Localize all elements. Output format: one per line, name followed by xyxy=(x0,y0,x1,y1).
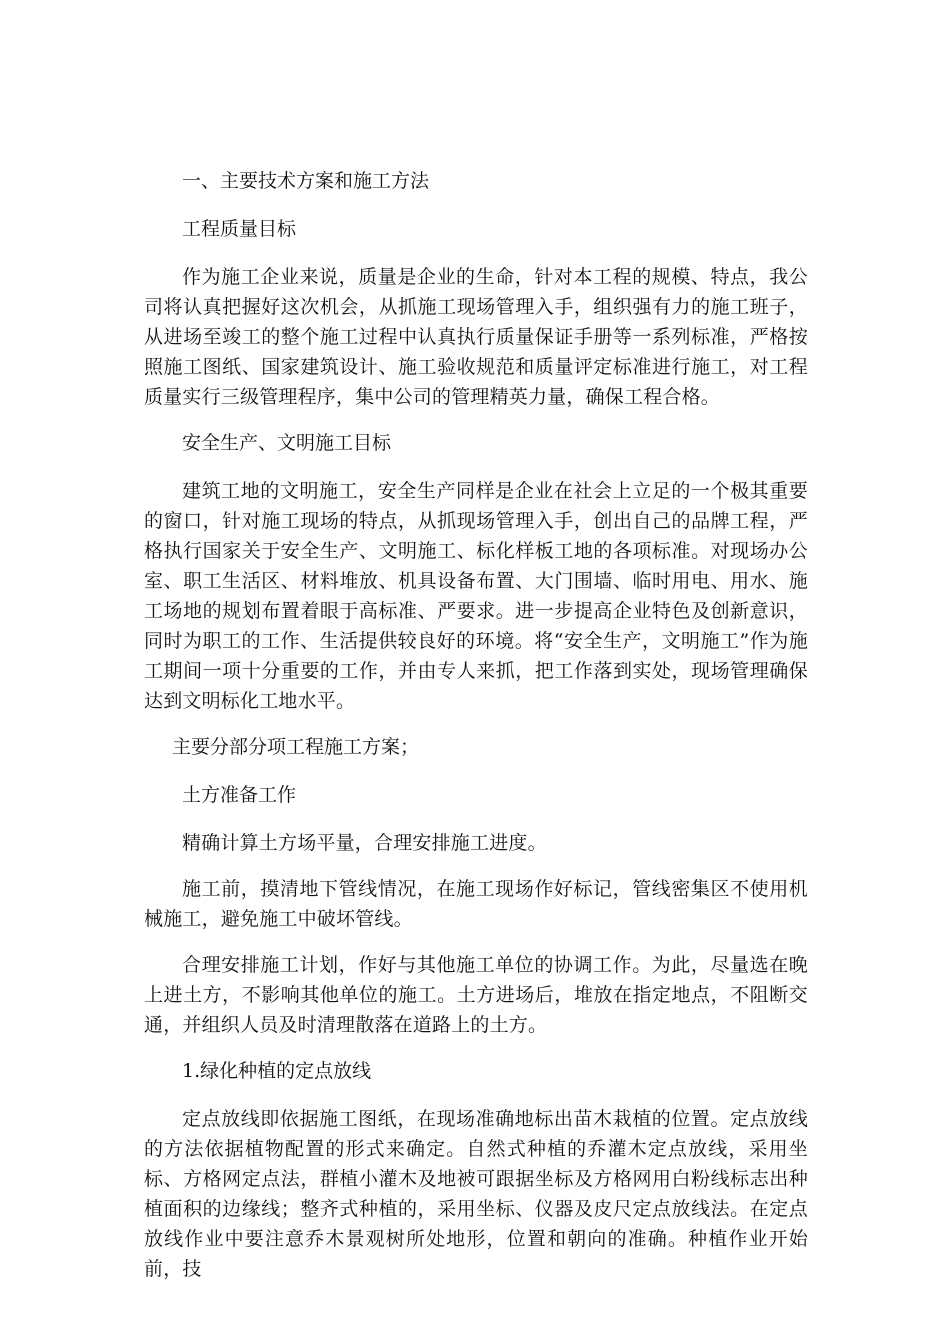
subheading-main-works: 主要分部分项工程施工方案； xyxy=(172,736,420,758)
paragraph-greening-layout: 定点放线即依据施工图纸，在现场准确地标出苗木栽植的位置。定点放线的方法依据植物配置的形式来确定。自然式种植的乔灌木定点放线，采用坐标、方格网定点法，群植小灌木及地被可跟据坐标及方格网用白粉线标志出种植面积的边缘线；整齐式种植的，采用坐标、仪器及皮尺定点放线法。在定点放线作业中要注意乔木景观树所处地形，位置和朝向的准确。种植作业开始前，技 xyxy=(144,1108,808,1280)
subheading-safety-target: 安全生产、文明施工目标 xyxy=(182,432,392,454)
subheading-quality-target: 工程质量目标 xyxy=(182,218,297,240)
paragraph-earthwork-1: 精确计算土方场平量，合理安排施工进度。 xyxy=(182,832,547,854)
subheading-earthwork-prep: 土方准备工作 xyxy=(182,784,297,806)
paragraph-earthwork-3: 合理安排施工计划，作好与其他施工单位的协调工作。为此，尽量选在晚上进土方，不影响其他单位的施工。土方进场后，堆放在指定地点，不阻断交通，并组织人员及时清理散落在道路上的土方。 xyxy=(144,954,808,1036)
paragraph-earthwork-2: 施工前，摸清地下管线情况，在施工现场作好标记，管线密集区不使用机械施工，避免施工中破坏管线。 xyxy=(144,878,808,930)
section-heading-technical-plan: 一、主要技术方案和施工方法 xyxy=(182,170,430,192)
document-body xyxy=(144,166,808,1300)
paragraph-safety-target: 建筑工地的文明施工，安全生产同样是企业在社会上立足的一个极其重要的窗口，针对施工现场的特点，从抓现场管理入手，创出自己的品牌工程，严格执行国家关于安全生产、文明施工、标化样板工地的各项标准。对现场办公室、职工生活区、材料堆放、机具设备布置、大门围墙、临时用电、用水、施工场地的规划布置着眼于高标准、严要求。进一步提高企业特色及创新意识，同时为职工的工作、生活提供较良好的环境。将“安全生产，文明施工”作为施工期间一项十分重要的工作，并由专人来抓，把工作落到实处，现场管理确保达到文明标化工地水平。 xyxy=(144,480,808,712)
paragraph-quality-target: 作为施工企业来说，质量是企业的生命，针对本工程的规模、特点，我公司将认真把握好这次机会，从抓施工现场管理入手，组织强有力的施工班子，从进场至竣工的整个施工过程中认真执行质量保证手册等一系列标准，严格按照施工图纸、国家建筑设计、施工验收规范和质量评定标准进行施工，对工程质量实行三级管理程序，集中公司的管理精英力量，确保工程合格。 xyxy=(144,266,808,408)
subheading-greening-layout: 1.绿化种植的定点放线 xyxy=(182,1060,372,1082)
